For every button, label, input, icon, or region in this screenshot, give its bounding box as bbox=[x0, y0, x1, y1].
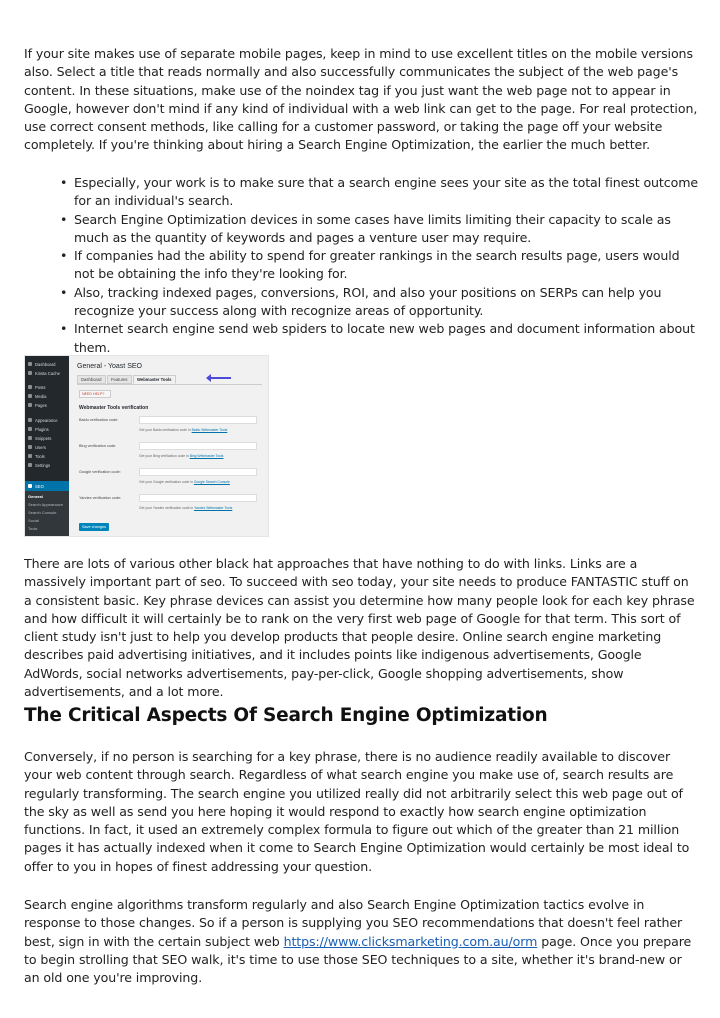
sidebar-item-kinsta-cache bbox=[28, 369, 60, 377]
sidebar-item-label: Posts bbox=[35, 384, 46, 390]
plugin-icon bbox=[28, 427, 32, 431]
sidebar-item-seo bbox=[25, 481, 69, 491]
cache-icon bbox=[28, 371, 32, 375]
sidebar-item-label: Appearance bbox=[35, 417, 58, 423]
section-title: Webmaster Tools verification bbox=[79, 405, 149, 411]
media-icon bbox=[28, 394, 32, 398]
need-help-button: NEED HELP? bbox=[79, 390, 111, 398]
bing-code-field bbox=[139, 442, 257, 450]
list-item: • Internet search engine send web spiders to locate new web pages and document information about them. bbox=[58, 320, 698, 357]
brush-icon bbox=[28, 418, 32, 422]
field-label: Baidu verification code: bbox=[79, 418, 119, 422]
list-item: • If companies had the ability to spend for greater rankings in the search results page, users would not be obtaining the info they're looking for. bbox=[58, 247, 698, 284]
field-hint-link: Bing Webmaster Tools bbox=[189, 454, 224, 458]
sidebar-item-settings bbox=[28, 461, 50, 469]
field-hint: Get your Yandex verification code in Yandex Webmaster Tools bbox=[139, 506, 233, 510]
body-paragraph: Conversely, if no person is searching for a key phrase, there is no audience readily available to discover your web content through search. Regardless of what search engine you make use of, search results are regularly transforming. The search engine you utilized really did not arbitrarily select this web page out of the sky as well as send you here hoping it would respond to exactly how search engine optimization functions. In fact, it used an extremely complex formula to figure out which of the greater than 21 million pages it has actually indexed when it come to Search Engine Optimization would certainly be most ideal to offer to you in hopes of finest addressing your question. bbox=[24, 749, 690, 874]
sidebar-item-tools bbox=[28, 452, 45, 460]
sidebar-item-label: SEO bbox=[35, 483, 44, 489]
list-item: • Also, tracking indexed pages, conversions, ROI, and also your positions on SERPs can help you recognize your success along with recognize areas of opportunity. bbox=[58, 284, 698, 321]
sidebar-item-plugins bbox=[28, 425, 49, 433]
submenu-item: Social bbox=[28, 518, 39, 523]
body-paragraph: There are lots of various other black hat approaches that have nothing to do with links. Links are a massively important part of seo. To succeed with seo today, your site needs to produce FANTASTIC stuff on a consistent basic. Key phrase devices can assist you determine how many people look for each key phrase and how difficult it will certainly be to rank on the very first web page of Google for that term. This sort of client study isn't just to help you develop products that people desire. Online search engine marketing describes paid advertising initiatives, and it includes points like indigenous advertisements, Google AdWords, social networks advertisements, pay-per-click, Google shopping advertisements, show advertisements, and a lot more. bbox=[24, 556, 695, 700]
field-label: Bing verification code: bbox=[79, 444, 117, 448]
sidebar-item-appearance bbox=[28, 416, 58, 424]
submenu-item: Search Appearance bbox=[28, 502, 64, 507]
sidebar-item-label: Tools bbox=[35, 453, 45, 459]
list-item: • Search Engine Optimization devices in some cases have limits limiting their capacity to scale as much as the quantity of keywords and pages a venture user may require. bbox=[58, 211, 698, 248]
field-hint: Get your Bing verification code in Bing Webmaster Tools bbox=[139, 454, 224, 458]
sidebar-item-dashboard bbox=[28, 360, 56, 368]
sidebar-item-label: Media bbox=[35, 393, 47, 399]
sidebar-item-label: Dashboard bbox=[35, 361, 56, 367]
save-changes-button: Save changes bbox=[79, 523, 109, 531]
sidebar-item-media bbox=[28, 392, 46, 400]
yoast-screenshot-image bbox=[24, 355, 269, 537]
baidu-code-field bbox=[139, 416, 257, 424]
field-hint-link: Yandex Webmaster Tools bbox=[194, 506, 233, 510]
paragraph-text: Search engine algorithms transform regularly and also Search Engine Optimization tactics evolve in response to those changes. So if a person is supplying you SEO recommendations that doesn't feel rather best, sign in with the certain subject web bbox=[24, 897, 683, 949]
field-hint-link: Baidu Webmaster Tools bbox=[191, 428, 228, 432]
orm-page-link[interactable]: https://www.clicksmarketing.com.au/orm bbox=[283, 933, 538, 949]
sidebar-item-label: Users bbox=[35, 444, 46, 450]
tab-features: Features bbox=[107, 375, 132, 384]
bullet-list bbox=[58, 174, 698, 357]
sidebar-item-pages bbox=[28, 401, 47, 409]
sidebar-item-posts bbox=[28, 383, 45, 391]
yoast-icon bbox=[28, 484, 32, 488]
field-label: Google verification code: bbox=[79, 470, 121, 474]
sidebar-item-snippets bbox=[28, 434, 51, 442]
wp-admin-sidebar bbox=[25, 356, 69, 536]
yandex-code-field bbox=[139, 494, 257, 502]
sidebar-item-label: Plugins bbox=[35, 426, 49, 432]
field-hint-link: Google Search Console bbox=[193, 480, 230, 484]
google-code-field bbox=[139, 468, 257, 476]
settings-icon bbox=[28, 463, 32, 467]
users-icon bbox=[28, 445, 32, 449]
body-paragraph bbox=[24, 896, 700, 987]
sidebar-item-label: Pages bbox=[35, 402, 47, 408]
intro-paragraph: If your site makes use of separate mobile pages, keep in mind to use excellent titles on the mobile versions also. Select a title that reads normally and also successfully communicates the subject of the web page's content. In these situations, make use of the noindex tag if you just want the web page not to appear in Google, however don't mind if any kind of individual with a web link can get to the page. For real protection, use correct consent methods, like calling for a customer password, or taking the page off your website completely. If you're thinking about hiring a Search Engine Optimization, the earlier the much better. bbox=[24, 46, 698, 153]
submenu-item: Search Console bbox=[28, 510, 57, 515]
field-hint: Get your Google verification code in Google Search Console bbox=[139, 480, 230, 484]
seo-label-row bbox=[28, 482, 44, 490]
tab-divider bbox=[77, 384, 262, 385]
submenu-item: Tools bbox=[28, 526, 38, 531]
sidebar-item-label: Snippets bbox=[35, 435, 52, 441]
snippet-icon bbox=[28, 436, 32, 440]
wrench-icon bbox=[28, 454, 32, 458]
sidebar-item-label: Settings bbox=[35, 462, 51, 468]
paragraph-text: page. Once you prepare to begin strolling that SEO walk, it's time to use those SEO techniques to a site, whether it's brand-new or an old one you're improving. bbox=[24, 933, 692, 986]
pin-icon bbox=[28, 385, 32, 389]
tab-dashboard: Dashboard bbox=[77, 375, 106, 384]
wp-admin-main bbox=[69, 356, 268, 536]
sidebar-item-label: Kinsta Cache bbox=[35, 370, 60, 376]
section-heading: The Critical Aspects Of Search Engine Optimization bbox=[24, 705, 548, 726]
sidebar-item-users bbox=[28, 443, 46, 451]
dashboard-icon bbox=[28, 362, 32, 366]
list-item: • Especially, your work is to make sure that a search engine sees your site as the total finest outcome for an individual's search. bbox=[58, 174, 698, 211]
tab-webmaster-tools: Webmaster Tools bbox=[133, 375, 176, 384]
field-hint: Get your Baidu verification code in Baidu Webmaster Tools bbox=[139, 428, 228, 432]
page-icon bbox=[28, 403, 32, 407]
submenu-item: General bbox=[28, 494, 43, 499]
seo-submenu bbox=[25, 491, 69, 536]
settings-page-title: General - Yoast SEO bbox=[77, 363, 142, 370]
arrow-left-icon bbox=[209, 377, 231, 379]
field-label: Yandex verification code: bbox=[79, 496, 122, 500]
